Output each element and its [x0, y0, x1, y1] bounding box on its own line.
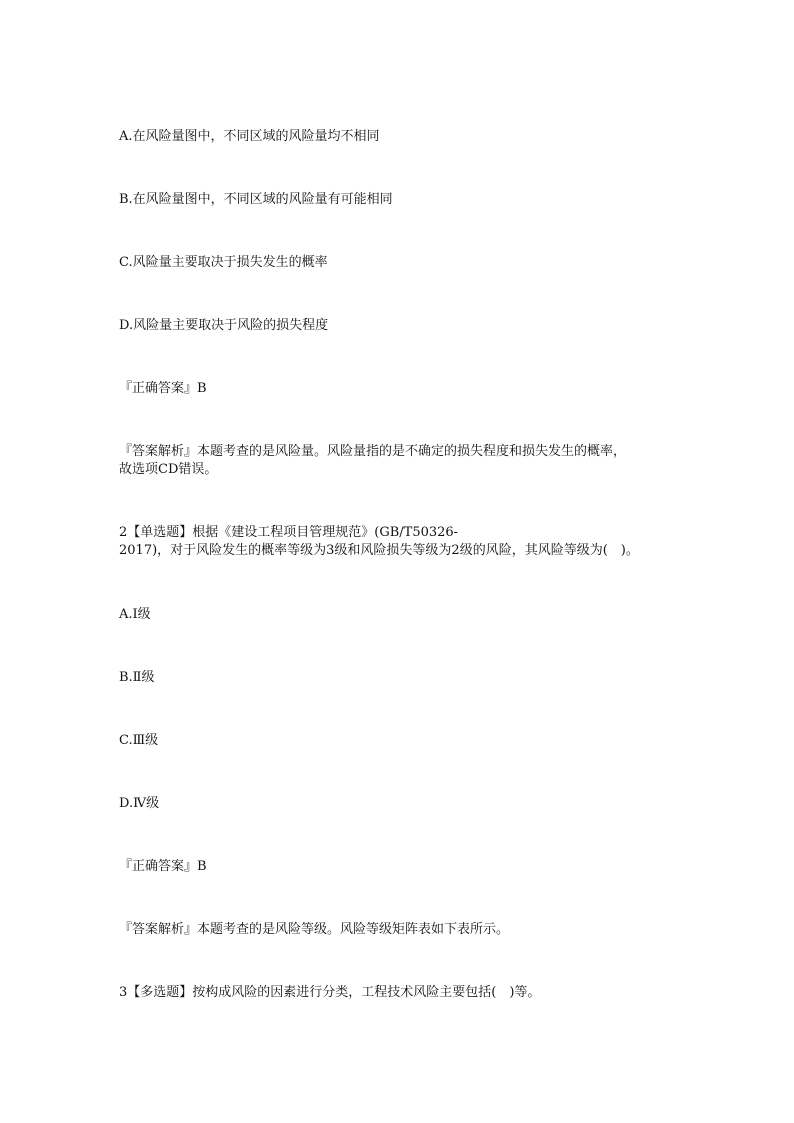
q2-correct-answer: 『正确答案』B — [119, 859, 207, 874]
q2-answer-analysis: 『答案解析』本题考查的是风险等级。风险等级矩阵表如下表所示。 — [119, 922, 510, 937]
q2-option-c: C.Ⅲ级 — [119, 733, 159, 748]
q1-correct-answer: 『正确答案』B — [119, 381, 207, 396]
q2-stem-line-1: 2【单选题】根据《建设工程项目管理规范》(GB/T50326- — [119, 525, 459, 540]
q1-option-a: A.在风险量图中，不同区域的风险量均不相同 — [119, 129, 380, 144]
q1-analysis-line-1: 『答案解析』本题考查的是风险量。风险量指的是不确定的损失程度和损失发生的概率， — [119, 444, 627, 459]
q2-option-a: A.Ⅰ级 — [119, 607, 151, 622]
q3-stem: 3【多选题】按构成风险的因素进行分类，工程技术风险主要包括( )等。 — [119, 985, 541, 1000]
q2-stem — [119, 524, 679, 560]
q2-stem-line-2: 2017)，对于风险发生的概率等级为3级和风险损失等级为2级的风险，其风险等级为( )。 — [119, 543, 639, 558]
q1-option-c: C.风险量主要取决于损失发生的概率 — [119, 255, 328, 270]
q2-option-b: B.Ⅱ级 — [119, 670, 155, 685]
q1-answer-analysis — [119, 443, 679, 479]
q1-analysis-line-2: 故选项CD错误。 — [119, 462, 218, 477]
q2-option-d: D.Ⅳ级 — [119, 796, 160, 811]
q1-option-d: D.风险量主要取决于风险的损失程度 — [119, 318, 329, 333]
q1-option-b: B.在风险量图中，不同区域的风险量有可能相同 — [119, 192, 393, 207]
